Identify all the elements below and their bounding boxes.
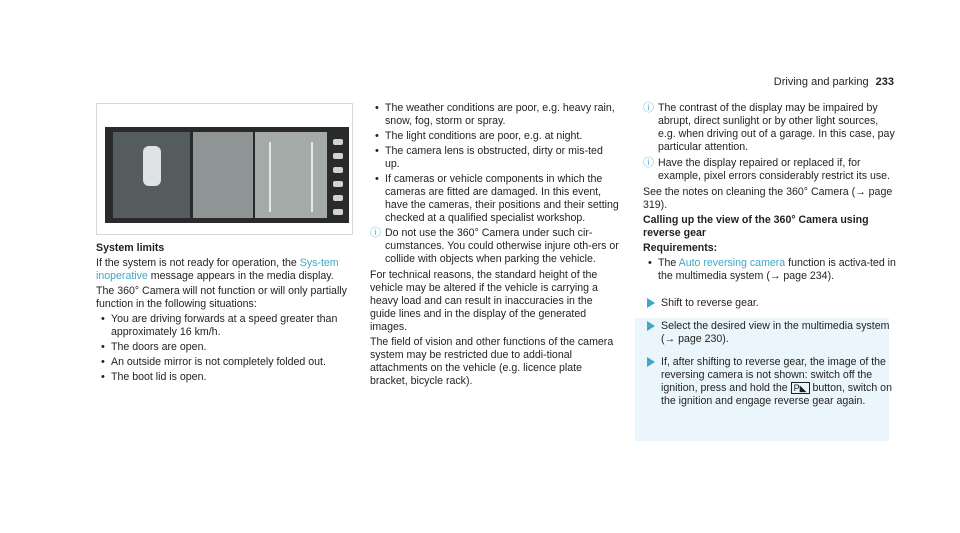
- section-heading: System limits: [96, 242, 165, 254]
- menu-icon: [333, 195, 343, 201]
- side-view-panel: [193, 132, 253, 218]
- menu-icon: [333, 153, 343, 159]
- auto-reversing-camera-link: Auto reversing camera: [678, 257, 786, 269]
- text: message appears in the media display.: [147, 270, 334, 282]
- requirements-list: [643, 257, 898, 283]
- paragraph: The field of vision and other functions of the camera system may be restricted due to addi-tional attachments on the vehicle (e.g. licence plate bracket, bicycle rack).: [370, 336, 614, 387]
- list-item: • An outside mirror is not completely folded out.: [96, 356, 351, 369]
- section-heading: Calling up the view of the 360° Camera using reverse gear: [643, 214, 869, 239]
- paragraph: The 360° Camera will not function or will only partially function in the following situations:: [96, 285, 347, 310]
- rear-view-panel: [255, 132, 327, 218]
- conditions-list: [370, 102, 620, 225]
- camera-screen: [105, 127, 349, 223]
- list-item: [643, 257, 898, 283]
- info-icon: ⓘ: [643, 102, 654, 114]
- requirements-label: Requirements:: [643, 242, 718, 254]
- step: [643, 356, 898, 408]
- text: If the system is not ready for operation, the: [96, 257, 300, 269]
- paragraph: See the notes on cleaning the 360° Camera (→ page 319).: [643, 186, 893, 211]
- page-header: [774, 76, 894, 88]
- step-text: Select the desired view in the multimedia system (→ page 230).: [661, 320, 890, 345]
- step-text: button, switch on the ignition and engage reverse gear again.: [661, 382, 892, 407]
- step-arrow-icon: [647, 357, 655, 367]
- column-2: [370, 102, 620, 390]
- list-item: • The light conditions are poor, e.g. at night.: [370, 130, 620, 143]
- step: [643, 320, 898, 346]
- parking-button-icon: P◣: [791, 382, 810, 394]
- step-text: Shift to reverse gear.: [661, 297, 759, 309]
- info-icon: ⓘ: [643, 157, 654, 169]
- list-item: • The camera lens is obstructed, dirty or mis-ted up.: [370, 145, 620, 171]
- top-view-panel: [113, 132, 190, 218]
- text: The: [658, 257, 679, 269]
- list-item: • The boot lid is open.: [96, 371, 351, 384]
- camera-display-figure: [96, 103, 353, 235]
- list-item: • The doors are open.: [96, 341, 351, 354]
- spacer: [643, 285, 898, 297]
- page-number: 233: [875, 76, 894, 88]
- intro-paragraph: [96, 257, 351, 283]
- menu-icon: [333, 167, 343, 173]
- list-item: • The weather conditions are poor, e.g. heavy rain, snow, fog, storm or spray.: [370, 102, 620, 128]
- text: function is activa-ted in the multimedia system (→ page 234).: [658, 257, 896, 282]
- column-3: [643, 102, 898, 418]
- step-arrow-icon: [647, 298, 655, 308]
- column-1: [96, 242, 351, 386]
- paragraph: For technical reasons, the standard height of the vehicle may be altered if the vehicle is carrying a heavy load and can result in inaccuracies in the guide lines and in the display of the generated images.: [370, 269, 598, 333]
- step-text: If, after shifting to reverse gear, the image of the reversing camera is not shown: switch off the ignition, press and hold the: [661, 356, 886, 394]
- step-arrow-icon: [647, 321, 655, 331]
- note: [643, 102, 898, 154]
- note-text: Have the display repaired or replaced if, for example, pixel errors considerably restrict its use.: [658, 157, 890, 182]
- step: [643, 297, 898, 310]
- note: [643, 157, 898, 183]
- list-item: • If cameras or vehicle components in which the cameras are fitted are damaged. In this event, have the cameras, their positions and their setting checked at a qualified specialist workshop.: [370, 173, 620, 225]
- menu-icon: [333, 209, 343, 215]
- vehicle-icon: [143, 146, 161, 186]
- menu-icon: [333, 181, 343, 187]
- info-icon: ⓘ: [370, 227, 381, 239]
- limits-list: [96, 313, 351, 384]
- list-item: • You are driving forwards at a speed greater than approximately 16 km/h.: [96, 313, 351, 339]
- menu-icon: [333, 139, 343, 145]
- note-text: The contrast of the display may be impaired by abrupt, direct sunlight or by other light sources, e.g. when driving out of a garage. In this case, pay particular attention.: [658, 102, 895, 153]
- system-inoperative-link: Sys-tem inoperative: [96, 257, 339, 282]
- guide-line: [269, 142, 271, 212]
- note-text: Do not use the 360° Camera under such cir-cumstances. You could otherwise injure oth-ers or collide with objects when parking the vehicle.: [385, 227, 619, 265]
- guide-line: [311, 142, 313, 212]
- note: [370, 227, 620, 266]
- section-title: Driving and parking: [773, 76, 869, 88]
